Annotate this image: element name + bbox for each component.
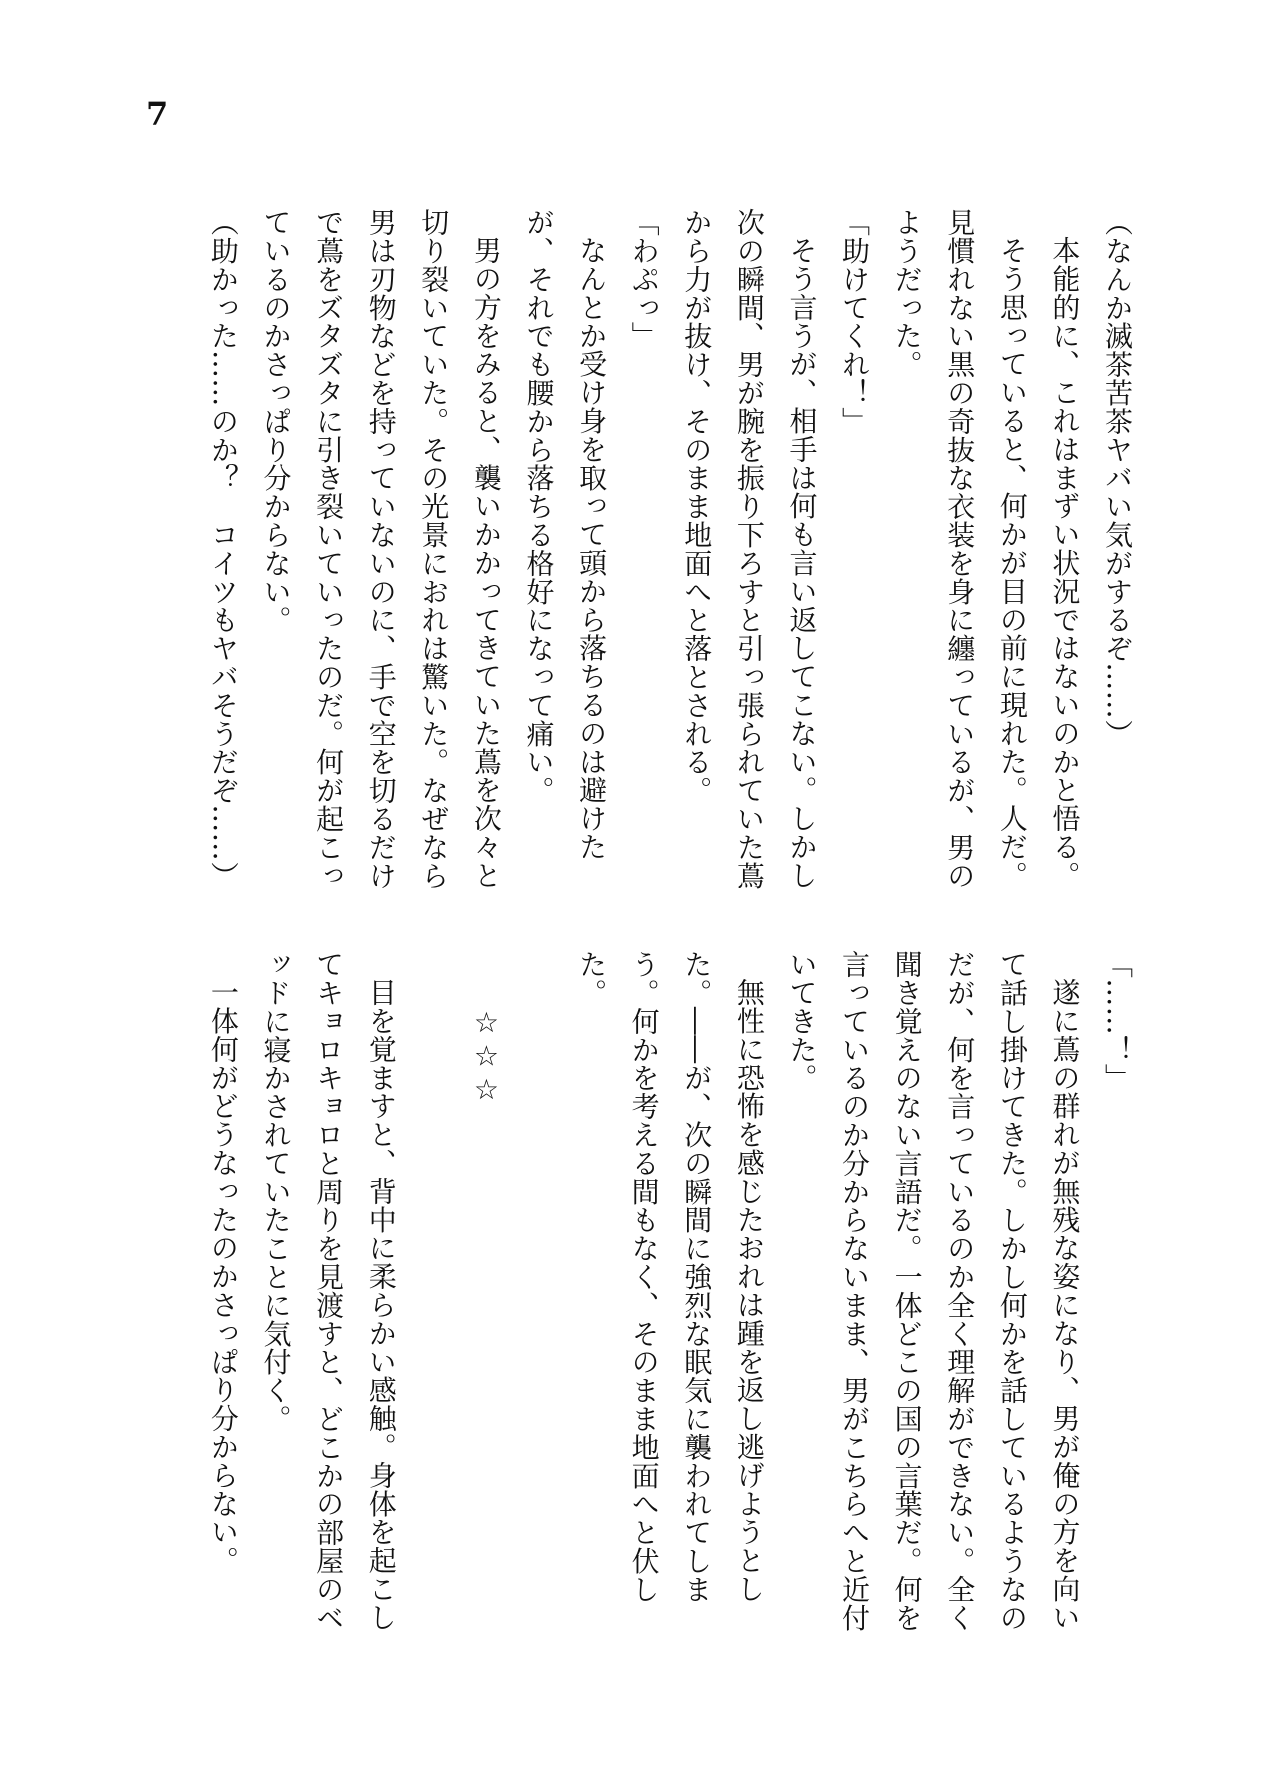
text-column: た。	[575, 950, 609, 1007]
text-column: 「……！」	[1101, 950, 1134, 1092]
text-column: う。何かを考える間もなく、そのまま地面へと伏し	[627, 950, 661, 1604]
text-block-top	[196, 208, 1143, 908]
text-column: ッドに寝かされていたことに気付く。	[259, 950, 293, 1433]
text-column: なんとか受け身を取って頭から落ちるのは避けた	[575, 236, 609, 861]
text-column: 「わぷっ」	[627, 208, 661, 350]
scene-break: ☆☆☆	[469, 1006, 503, 1107]
text-column: 遂に蔦の群れが無残な姿になり、男が俺の方を向い	[1048, 978, 1082, 1632]
text-block-bottom	[196, 950, 1143, 1650]
text-column: 聞き覚えのない言語だ。一体どこの国の言葉だ。何を	[890, 950, 924, 1632]
text-column: 次の瞬間、男が腕を振り下ろすと引っ張られていた蔦	[732, 208, 766, 890]
text-column: 一体何がどうなったのかさっぱり分からない。	[206, 978, 240, 1575]
text-column: から力が抜け、そのまま地面へと落とされる。	[680, 208, 714, 805]
text-column: 本能的に、これはまずい状況ではないのかと悟る。	[1048, 236, 1082, 890]
text-column: 男の方をみると、襲いかかってきていた蔦を次々と	[469, 236, 503, 890]
text-column: （なんか滅茶苦茶ヤバい気がするぞ……）	[1101, 208, 1134, 748]
blank-line	[407, 950, 460, 1650]
text-column: てキョロキョロと周りを見渡すと、どこかの部屋のベ	[312, 950, 346, 1632]
text-column: 見慣れない黒の奇抜な衣装を身に纏っているが、男の	[943, 208, 977, 890]
text-column: ているのかさっぱり分からない。	[259, 208, 293, 634]
text-column: で蔦をズタズタに引き裂いていったのだ。何が起こっ	[312, 208, 346, 890]
text-column: 言っているのか分からないまま、男がこちらへと近付	[838, 950, 872, 1632]
text-column: 男は刃物などを持っていないのに、手で空を切るだけ	[364, 208, 398, 890]
text-column: ようだった。	[890, 208, 924, 379]
text-column: 「助けてくれ！」	[838, 208, 872, 436]
page-number: 7	[146, 95, 169, 133]
text-column: そう言うが、相手は何も言い返してこない。しかし	[785, 236, 819, 890]
text-column: て話し掛けてきた。しかし何かを話しているようなの	[995, 950, 1029, 1632]
text-column: た。――が、次の瞬間に強烈な眠気に襲われてしま	[680, 950, 714, 1604]
blank-line	[512, 950, 565, 1650]
text-column: そう思っていると、何かが目の前に現れた。人だ。	[995, 236, 1029, 890]
text-column: が、それでも腰から落ちる格好になって痛い。	[522, 208, 556, 805]
text-column: だが、何を言っているのか全く理解ができない。全く	[943, 950, 977, 1632]
text-column: いてきた。	[785, 950, 819, 1092]
text-column: 無性に恐怖を感じたおれは踵を返し逃げようとし	[732, 978, 766, 1603]
text-column: 切り裂いていた。その光景におれは驚いた。なぜなら	[417, 208, 451, 890]
text-column: （助かった……のか？ コイツもヤバそうだぞ……）	[206, 208, 240, 890]
text-column: 目を覚ますと、背中に柔らかい感触。身体を起こし	[364, 978, 398, 1632]
